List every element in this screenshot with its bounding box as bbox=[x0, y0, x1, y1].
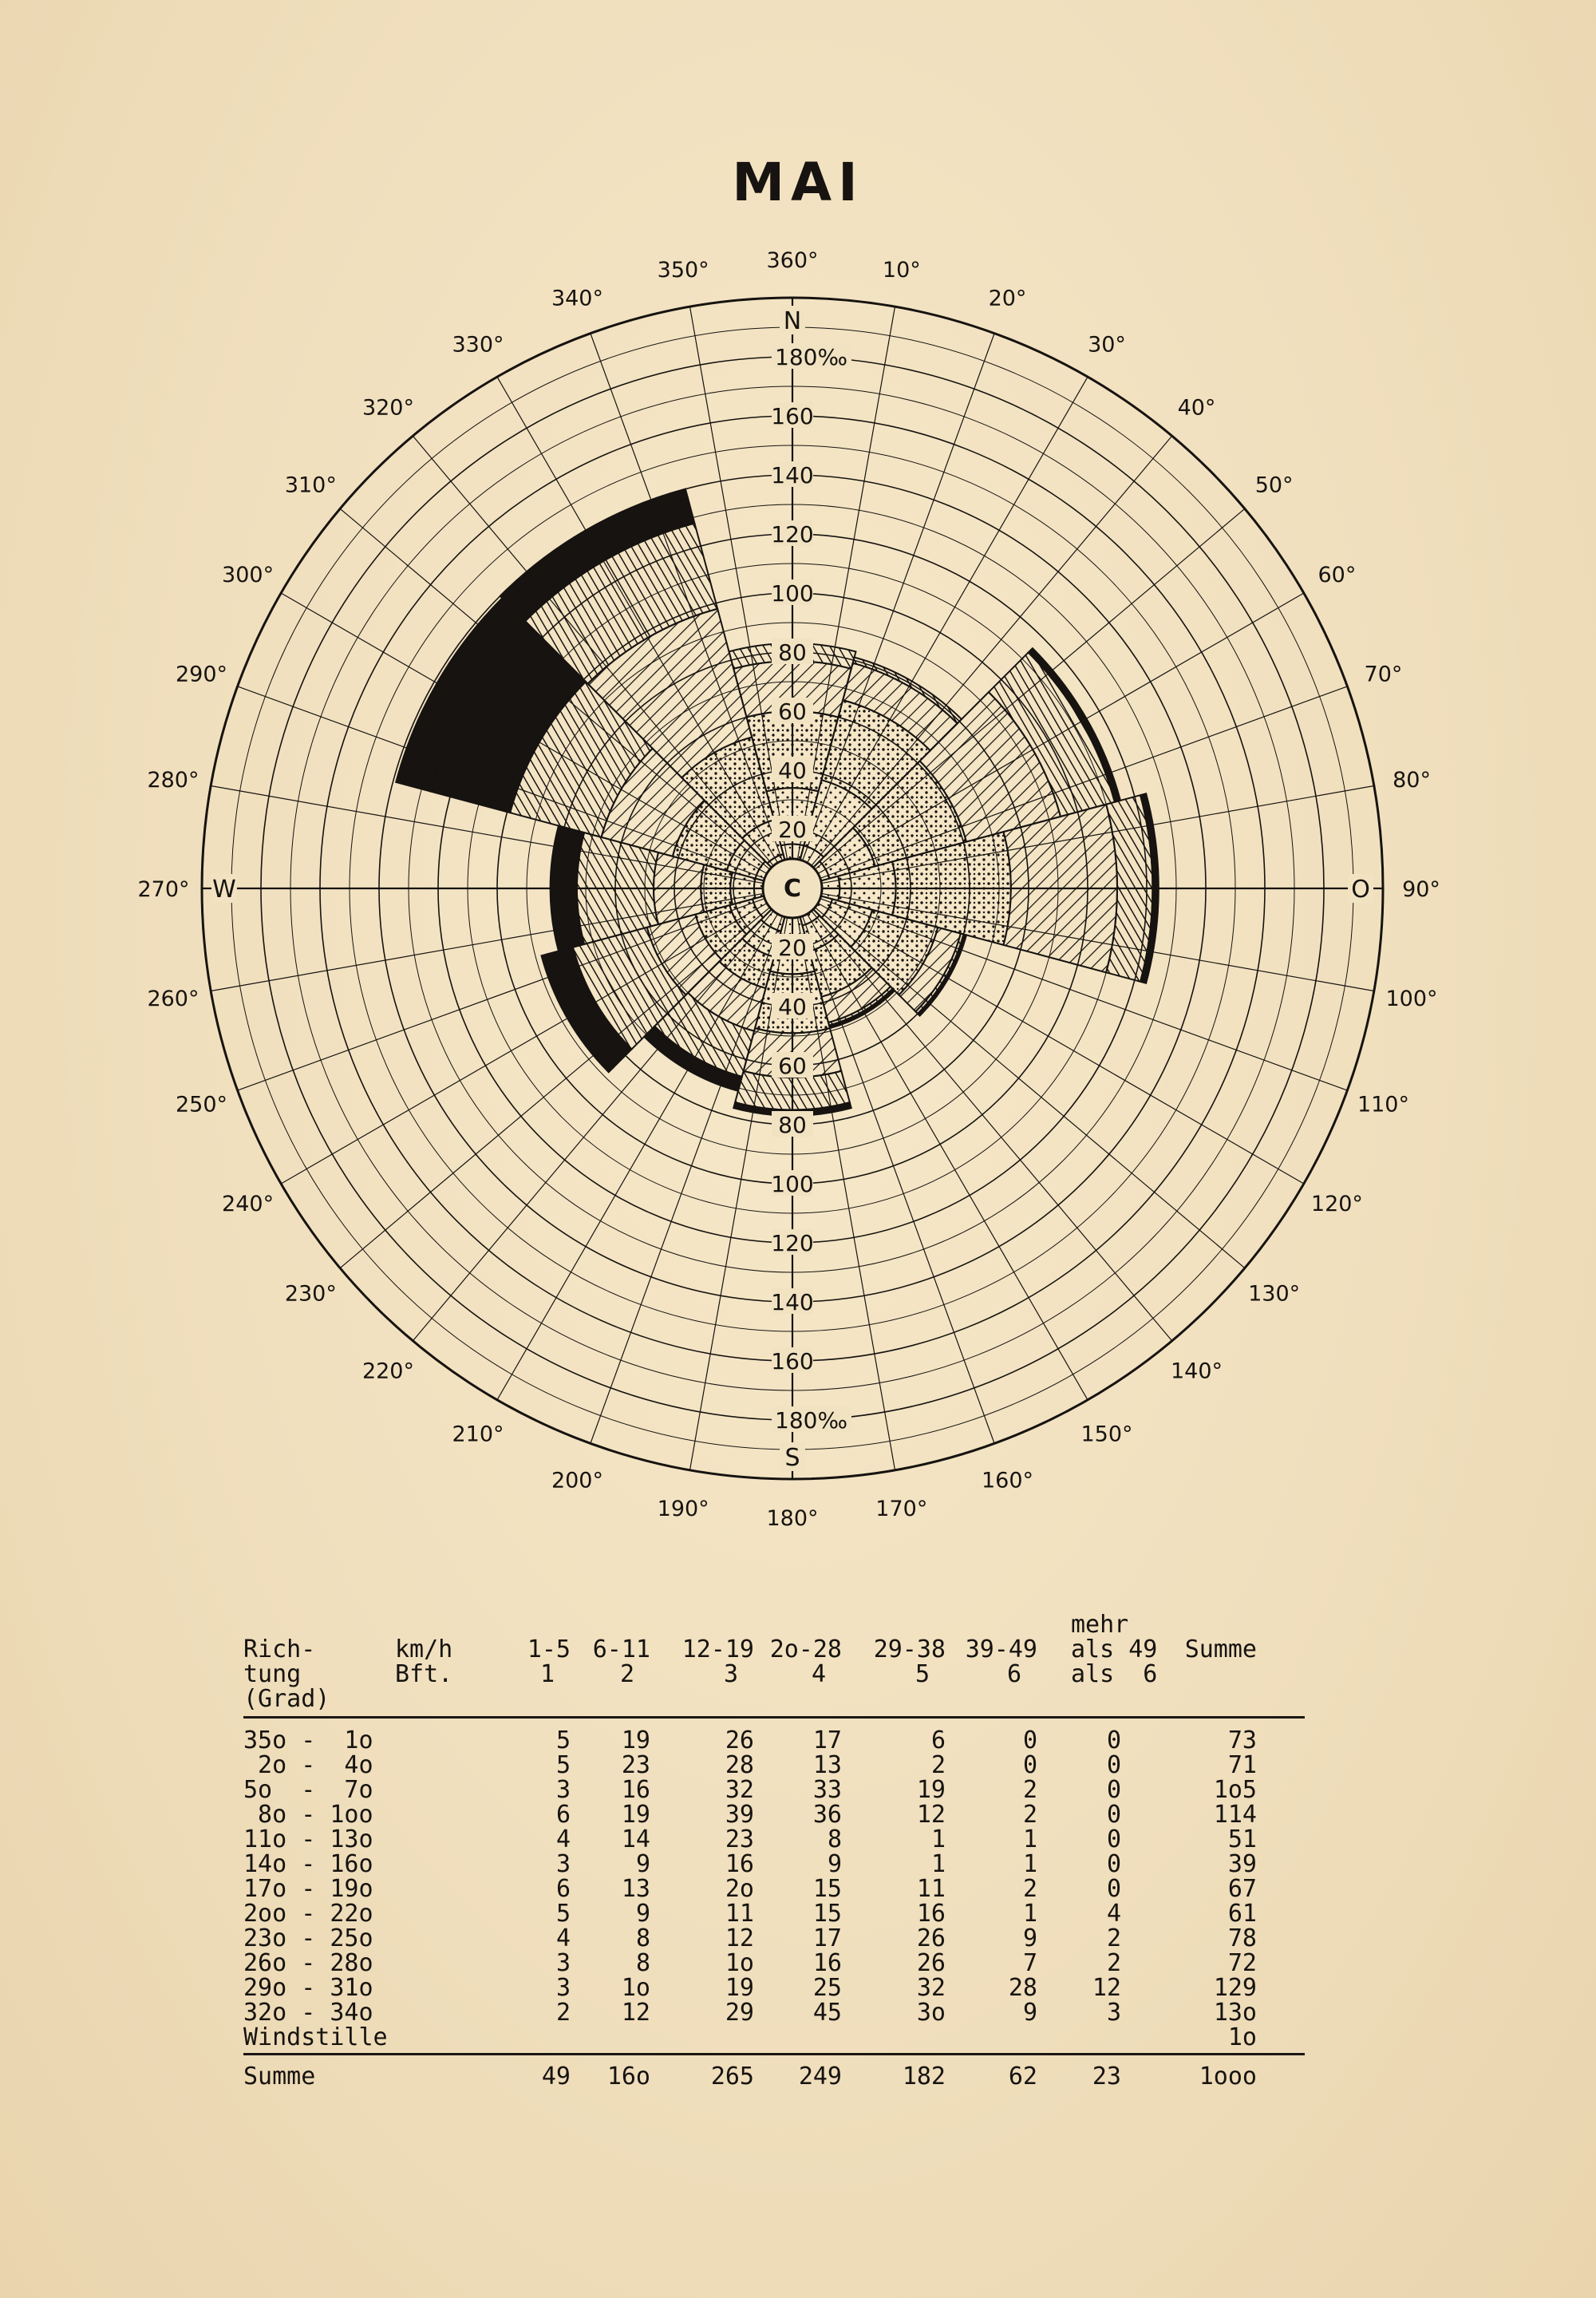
angle-label: 110° bbox=[1357, 1092, 1410, 1117]
row-direction: 29o - 31o bbox=[243, 1974, 373, 2002]
row-value: 39 bbox=[725, 1801, 754, 1829]
row-value: 14 bbox=[621, 1825, 650, 1853]
row-value: 0 bbox=[1106, 1825, 1121, 1853]
row-sum: 72 bbox=[1227, 1949, 1257, 1977]
row-sum: 67 bbox=[1227, 1875, 1257, 1903]
row-value: 3 bbox=[555, 1949, 571, 1977]
row-value: 2 bbox=[1106, 1924, 1121, 1952]
table-header-row bbox=[243, 1662, 1305, 1687]
row-direction: 11o - 13o bbox=[243, 1825, 373, 1853]
table-header-row bbox=[243, 1637, 1305, 1662]
calm-row-sum: 1o bbox=[1227, 2023, 1257, 2051]
angle-label: 260° bbox=[147, 986, 200, 1011]
angle-label: 200° bbox=[551, 1468, 604, 1493]
row-value: 6 bbox=[555, 1801, 571, 1829]
row-value: 2 bbox=[930, 1751, 946, 1779]
row-sum: 129 bbox=[1213, 1974, 1257, 2002]
row-value: 1 bbox=[1022, 1900, 1037, 1928]
angle-label: 50° bbox=[1254, 473, 1294, 498]
row-value: 17 bbox=[812, 1924, 842, 1952]
row-value: 12 bbox=[1092, 1974, 1121, 2002]
total-value: 49 bbox=[541, 2063, 571, 2090]
row-value: 5 bbox=[555, 1726, 571, 1754]
row-value: 12 bbox=[725, 1924, 754, 1952]
header-kmh-class: 2o-28 bbox=[769, 1635, 842, 1663]
radial-tick-label: 20 bbox=[778, 935, 807, 961]
row-value: 1 bbox=[1022, 1825, 1037, 1853]
total-value: 23 bbox=[1092, 2063, 1121, 2090]
table-row bbox=[243, 1778, 1305, 1802]
angle-label: 210° bbox=[452, 1422, 504, 1447]
row-sum: 78 bbox=[1227, 1924, 1257, 1952]
row-value: 6 bbox=[555, 1875, 571, 1903]
row-value: 23 bbox=[621, 1751, 650, 1779]
header-bft-class: 6 bbox=[1006, 1660, 1021, 1688]
header-unit-kmh: km/h bbox=[395, 1635, 453, 1663]
table-row bbox=[243, 1951, 1305, 1976]
radial-tick-label: 140 bbox=[771, 462, 814, 488]
chart-title: MAI bbox=[732, 152, 864, 213]
header-direction: tung bbox=[243, 1660, 302, 1688]
header-bft-class: 4 bbox=[811, 1660, 826, 1688]
row-value: 8 bbox=[827, 1825, 842, 1853]
row-sum: 13o bbox=[1213, 1999, 1257, 2027]
header-kmh-class: 6-11 bbox=[592, 1635, 650, 1663]
row-value: 2 bbox=[1022, 1776, 1037, 1804]
total-value: 265 bbox=[710, 2063, 754, 2090]
table-row bbox=[243, 1976, 1305, 2000]
total-value: 249 bbox=[798, 2063, 842, 2090]
row-value: 11 bbox=[725, 1900, 754, 1928]
header-kmh-class: 12-19 bbox=[681, 1635, 754, 1663]
table-row bbox=[243, 1852, 1305, 1877]
angle-label: 160° bbox=[981, 1468, 1034, 1493]
row-value: 25 bbox=[812, 1974, 842, 2002]
table-header-row bbox=[243, 1612, 1305, 1637]
table-row-total bbox=[243, 2064, 1305, 2089]
radial-tick-label: 100 bbox=[771, 580, 814, 607]
radial-tick-label: 40 bbox=[778, 994, 807, 1020]
header-kmh-class: 1-5 bbox=[527, 1635, 571, 1663]
angle-label: 340° bbox=[551, 286, 604, 311]
angle-label: 100° bbox=[1385, 986, 1438, 1011]
row-value: 15 bbox=[812, 1875, 842, 1903]
row-value: 36 bbox=[812, 1801, 842, 1829]
row-value: 1o bbox=[725, 1949, 754, 1977]
angle-label: 360° bbox=[766, 248, 819, 273]
header-bft-class: 1 bbox=[539, 1660, 555, 1688]
radial-tick-label: 180‰ bbox=[775, 344, 848, 370]
angle-label: 310° bbox=[284, 473, 337, 498]
angle-label: 130° bbox=[1248, 1281, 1301, 1307]
row-direction: 2o - 4o bbox=[243, 1751, 373, 1779]
row-value: 9 bbox=[635, 1900, 650, 1928]
row-value: 0 bbox=[1106, 1875, 1121, 1903]
radial-tick-label: 80 bbox=[778, 1112, 807, 1138]
angle-label: 270° bbox=[137, 877, 190, 902]
table-row bbox=[243, 1901, 1305, 1926]
angle-label: 250° bbox=[175, 1092, 228, 1117]
row-value: 2 bbox=[1022, 1875, 1037, 1903]
radial-tick-label: 20 bbox=[778, 817, 807, 843]
radial-tick-label: 60 bbox=[778, 698, 807, 725]
radial-tick-label: 40 bbox=[778, 757, 807, 784]
angle-label: 90° bbox=[1402, 877, 1440, 902]
row-direction: 17o - 19o bbox=[243, 1875, 373, 1903]
table-rule bbox=[243, 2053, 1305, 2055]
row-value: 19 bbox=[621, 1801, 650, 1829]
row-value: 7 bbox=[1022, 1949, 1037, 1977]
radial-tick-label: 120 bbox=[771, 521, 814, 548]
header-bft-class: als 6 bbox=[1071, 1660, 1158, 1688]
row-value: 26 bbox=[916, 1924, 946, 1952]
row-value: 28 bbox=[725, 1751, 754, 1779]
table-row bbox=[243, 1802, 1305, 1827]
angle-label: 350° bbox=[657, 257, 709, 283]
header-bft-class: 5 bbox=[915, 1660, 930, 1688]
row-value: 32 bbox=[916, 1974, 946, 2002]
radial-tick-label: 180‰ bbox=[775, 1407, 848, 1434]
row-value: 13 bbox=[621, 1875, 650, 1903]
header-kmh-class: 29-38 bbox=[873, 1635, 946, 1663]
row-value: 1 bbox=[1022, 1850, 1037, 1878]
row-value: 9 bbox=[1022, 1924, 1037, 1952]
angle-label: 180° bbox=[766, 1506, 819, 1531]
row-sum: 51 bbox=[1227, 1825, 1257, 1853]
angle-label: 140° bbox=[1170, 1359, 1223, 1384]
row-value: 12 bbox=[621, 1999, 650, 2027]
total-value: 16o bbox=[606, 2063, 650, 2090]
row-value: 16 bbox=[725, 1850, 754, 1878]
header-mehr: mehr bbox=[1071, 1611, 1129, 1639]
row-value: 16 bbox=[916, 1900, 946, 1928]
row-value: 2o bbox=[725, 1875, 754, 1903]
row-value: 8 bbox=[635, 1949, 650, 1977]
row-value: 13 bbox=[812, 1751, 842, 1779]
row-value: 0 bbox=[1022, 1726, 1037, 1754]
row-value: 0 bbox=[1106, 1776, 1121, 1804]
header-bft-class: 2 bbox=[619, 1660, 634, 1688]
row-value: 17 bbox=[812, 1726, 842, 1754]
row-value: 0 bbox=[1106, 1726, 1121, 1754]
row-value: 45 bbox=[812, 1999, 842, 2027]
row-value: 11 bbox=[916, 1875, 946, 1903]
angle-label: 70° bbox=[1364, 662, 1403, 687]
cardinal-label: S bbox=[784, 1444, 800, 1472]
calm-row-label: Windstille bbox=[243, 2023, 388, 2051]
row-value: 15 bbox=[812, 1900, 842, 1928]
header-kmh-class: 39-49 bbox=[965, 1635, 1037, 1663]
row-value: 0 bbox=[1022, 1751, 1037, 1779]
row-value: 33 bbox=[812, 1776, 842, 1804]
row-sum: 1o5 bbox=[1213, 1776, 1257, 1804]
total-sum: 1ooo bbox=[1199, 2063, 1257, 2090]
row-value: 3o bbox=[916, 1999, 946, 2027]
row-sum: 71 bbox=[1227, 1751, 1257, 1779]
header-unit-bft: Bft. bbox=[395, 1660, 453, 1688]
angle-label: 30° bbox=[1088, 332, 1126, 358]
angle-label: 60° bbox=[1317, 563, 1357, 587]
angle-label: 230° bbox=[284, 1281, 337, 1307]
row-value: 16 bbox=[621, 1776, 650, 1804]
rose-bar-segment bbox=[1003, 805, 1117, 973]
angle-label: 40° bbox=[1177, 395, 1216, 421]
row-direction: 32o - 34o bbox=[243, 1999, 373, 2027]
angle-label: 330° bbox=[452, 332, 504, 358]
header-sum: Summe bbox=[1184, 1635, 1257, 1663]
row-value: 1o bbox=[621, 1974, 650, 2002]
row-value: 12 bbox=[916, 1801, 946, 1829]
row-value: 0 bbox=[1106, 1801, 1121, 1829]
row-direction: 26o - 28o bbox=[243, 1949, 373, 1977]
header-kmh-class: als 49 bbox=[1071, 1635, 1158, 1663]
row-value: 5 bbox=[555, 1900, 571, 1928]
radial-tick-label: 140 bbox=[771, 1289, 814, 1315]
row-value: 3 bbox=[555, 1974, 571, 2002]
table-header-row bbox=[243, 1687, 1305, 1711]
radial-tick-label: 100 bbox=[771, 1171, 814, 1197]
calm-label: C bbox=[783, 875, 802, 903]
cardinal-label: O bbox=[1351, 876, 1370, 904]
row-value: 2 bbox=[1022, 1801, 1037, 1829]
angle-label: 300° bbox=[222, 563, 275, 587]
angle-label: 240° bbox=[222, 1192, 275, 1216]
radial-tick-label: 60 bbox=[778, 1053, 807, 1079]
row-value: 1 bbox=[930, 1825, 946, 1853]
row-sum: 61 bbox=[1227, 1900, 1257, 1928]
angle-label: 120° bbox=[1310, 1192, 1363, 1216]
row-value: 19 bbox=[916, 1776, 946, 1804]
header-direction: Rich- bbox=[243, 1635, 316, 1663]
table-row bbox=[243, 1926, 1305, 1951]
row-value: 2 bbox=[1106, 1949, 1121, 1977]
row-sum: 114 bbox=[1213, 1801, 1257, 1829]
row-value: 16 bbox=[812, 1949, 842, 1977]
row-value: 1 bbox=[930, 1850, 946, 1878]
row-value: 29 bbox=[725, 1999, 754, 2027]
row-value: 26 bbox=[725, 1726, 754, 1754]
angle-label: 170° bbox=[875, 1497, 928, 1522]
row-value: 23 bbox=[725, 1825, 754, 1853]
table-row bbox=[243, 1728, 1305, 1753]
total-row-label: Summe bbox=[243, 2063, 316, 2090]
table-rule bbox=[243, 1716, 1305, 1719]
row-direction: 35o - 1o bbox=[243, 1726, 373, 1754]
row-value: 32 bbox=[725, 1776, 754, 1804]
angle-label: 10° bbox=[882, 257, 921, 283]
header-bft-class: 3 bbox=[723, 1660, 738, 1688]
table-row bbox=[243, 2000, 1305, 2025]
row-direction: 8o - 1oo bbox=[243, 1801, 373, 1829]
radial-tick-label: 160 bbox=[771, 403, 814, 429]
row-direction: 2oo - 22o bbox=[243, 1900, 373, 1928]
row-sum: 39 bbox=[1227, 1850, 1257, 1878]
table-row-calm bbox=[243, 2025, 1305, 2050]
row-value: 4 bbox=[555, 1924, 571, 1952]
header-direction: (Grad) bbox=[243, 1685, 330, 1713]
row-value: 26 bbox=[916, 1949, 946, 1977]
row-value: 3 bbox=[555, 1850, 571, 1878]
row-value: 5 bbox=[555, 1751, 571, 1779]
angle-label: 320° bbox=[361, 395, 415, 421]
row-value: 2 bbox=[555, 1999, 571, 2027]
radial-tick-label: 160 bbox=[771, 1348, 814, 1374]
row-value: 28 bbox=[1008, 1974, 1037, 2002]
angle-label: 290° bbox=[175, 662, 228, 687]
row-value: 9 bbox=[1022, 1999, 1037, 2027]
row-value: 0 bbox=[1106, 1751, 1121, 1779]
cardinal-label: W bbox=[212, 876, 236, 904]
row-value: 3 bbox=[555, 1776, 571, 1804]
angle-label: 80° bbox=[1393, 768, 1431, 793]
row-value: 9 bbox=[827, 1850, 842, 1878]
angle-label: 220° bbox=[361, 1359, 415, 1384]
cardinal-label: N bbox=[783, 307, 802, 335]
row-sum: 73 bbox=[1227, 1726, 1257, 1754]
angle-label: 20° bbox=[988, 286, 1027, 311]
row-value: 9 bbox=[635, 1850, 650, 1878]
row-value: 4 bbox=[555, 1825, 571, 1853]
angle-label: 190° bbox=[657, 1497, 709, 1522]
table-row bbox=[243, 1827, 1305, 1852]
total-value: 62 bbox=[1008, 2063, 1037, 2090]
row-value: 6 bbox=[930, 1726, 946, 1754]
total-value: 182 bbox=[902, 2063, 946, 2090]
angle-label: 280° bbox=[147, 768, 200, 793]
row-value: 19 bbox=[725, 1974, 754, 2002]
row-value: 8 bbox=[635, 1924, 650, 1952]
row-direction: 14o - 16o bbox=[243, 1850, 373, 1878]
row-value: 4 bbox=[1106, 1900, 1121, 1928]
radial-tick-label: 80 bbox=[778, 639, 807, 666]
row-direction: 5o - 7o bbox=[243, 1776, 373, 1804]
table-row bbox=[243, 1877, 1305, 1901]
row-value: 19 bbox=[621, 1726, 650, 1754]
angle-label: 150° bbox=[1080, 1422, 1133, 1447]
radial-tick-label: 120 bbox=[771, 1230, 814, 1256]
row-value: 0 bbox=[1106, 1850, 1121, 1878]
table-row bbox=[243, 1753, 1305, 1778]
row-value: 3 bbox=[1106, 1999, 1121, 2027]
row-direction: 23o - 25o bbox=[243, 1924, 373, 1952]
